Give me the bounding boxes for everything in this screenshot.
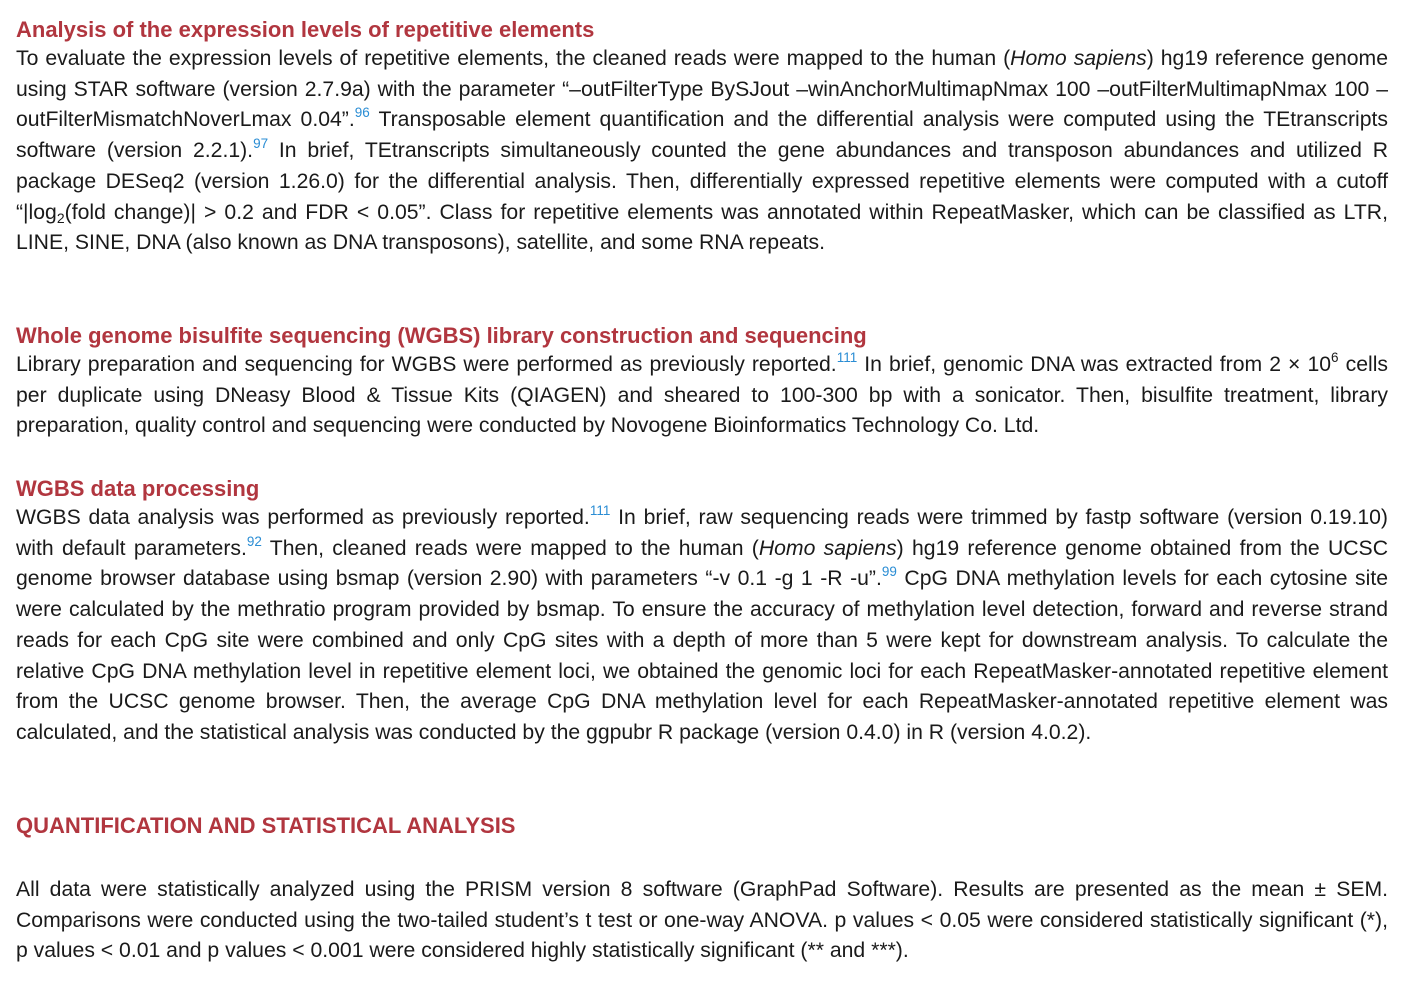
text: cells per duplicate using DNeasy Blood & Tissue Kits (QIAGEN) and sheared to 100-300 bp with a sonicator. Then, bisulfite treatment, library preparation, quality control and sequencing were conducted by Novogene Bioinformatics Technology Co. Ltd. (16, 353, 1388, 438)
text: In brief, TEtranscripts simultaneously counted the gene abundances and transposon abundances and utilized R package DESeq2 (version 1.26.0) for the differential analysis. Then, differentially expressed repetitive elements were computed with a cutoff “|log (16, 139, 1388, 224)
citation-link[interactable]: 99 (881, 564, 897, 580)
section-heading: Whole genome bisulfite sequencing (WGBS) library construction and sequencing (16, 323, 867, 348)
text: ) hg19 reference genome obtained from the UCSC genome browser database using bsmap (version 2.90) with parameters “-v 0.1 -g 1 -R -u”. (16, 536, 1388, 591)
text: Transposable element quantification and the differential analysis were computed using the TEtranscripts software (version 2.2.1). (16, 108, 1389, 163)
citation-link[interactable]: 111 (836, 350, 858, 365)
paragraph (16, 503, 1388, 749)
paragraph (16, 875, 1388, 967)
section-repetitive-expression (16, 16, 1388, 259)
citation-link[interactable]: 96 (354, 105, 370, 121)
section-heading: QUANTIFICATION AND STATISTICAL ANALYSIS (16, 813, 516, 838)
text: Then, cleaned reads were mapped to the human ( (261, 536, 759, 560)
citation-link[interactable]: 111 (589, 503, 611, 518)
citation-link[interactable]: 92 (246, 533, 262, 549)
subscript: 2 (56, 209, 65, 226)
text: (fold change)| > 0.2 and FDR < 0.05”. Class for repetitive elements was annotated within RepeatMasker, which can be classified as LTR, LINE, SINE, DNA (also known as DNA transposons), satellite, and some RNA repeats. (16, 200, 1388, 255)
text: All data were statistically analyzed using the PRISM version 8 software (GraphPad Software). Results are presented as the mean ± SEM. Comparisons were conducted using the two-tailed student’s t test or one-way ANOVA. p values < 0.05 were considered statistically significant (*), p values < 0.01 and p values < 0.001 were considered highly statistically significant (** and ***). (16, 878, 1388, 963)
section-heading: Analysis of the expression levels of repetitive elements (16, 17, 595, 42)
text: WGBS data analysis was performed as previously reported. (16, 506, 590, 529)
text: ) hg19 reference genome using STAR software (version 2.7.9a) with the parameter “–outFilterType BySJout –winAnchorMultimapNmax 100 –outFilterMultimapNmax 100 –outFilterMismatchNoverLmax 0.04”. (16, 47, 1388, 132)
text: CpG DNA methylation levels for each cytosine site were calculated by the methratio program provided by bsmap. To ensure the accuracy of methylation level detection, forward and reverse strand reads for each CpG site were combined and only CpG sites with a depth of more than 5 were kept for downstream analysis. To calculate the relative CpG DNA methylation level in repetitive element loci, we obtained the genomic loci for each RepeatMasker-annotated repetitive element from the UCSC genome browser. Then, the average CpG DNA methylation level for each RepeatMasker-annotated repetitive element was calculated, and the statistical analysis was conducted by the ggpubr R package (version 0.4.0) in R (version 4.0.2). (16, 567, 1389, 744)
section-wgbs-library (16, 322, 1388, 442)
paragraph (16, 350, 1388, 442)
section-heading: WGBS data processing (16, 476, 260, 501)
section-wgbs-processing (16, 475, 1388, 749)
exponent: 6 (1331, 350, 1339, 365)
species-name: Homo sapiens (758, 536, 897, 560)
paragraph (16, 44, 1388, 259)
text: To evaluate the expression levels of repetitive elements, the cleaned reads were mapped to the human ( (16, 47, 1011, 70)
species-name: Homo sapiens (1010, 47, 1147, 70)
section-statistics (16, 812, 1388, 967)
citation-link[interactable]: 97 (253, 136, 269, 152)
text: In brief, raw sequencing reads were trimmed by fastp software (version 0.19.10) with default parameters. (16, 506, 1388, 560)
text: Library preparation and sequencing for WGBS were performed as previously reported. (16, 353, 837, 376)
text: In brief, genomic DNA was extracted from 2 × 10 (857, 353, 1332, 376)
